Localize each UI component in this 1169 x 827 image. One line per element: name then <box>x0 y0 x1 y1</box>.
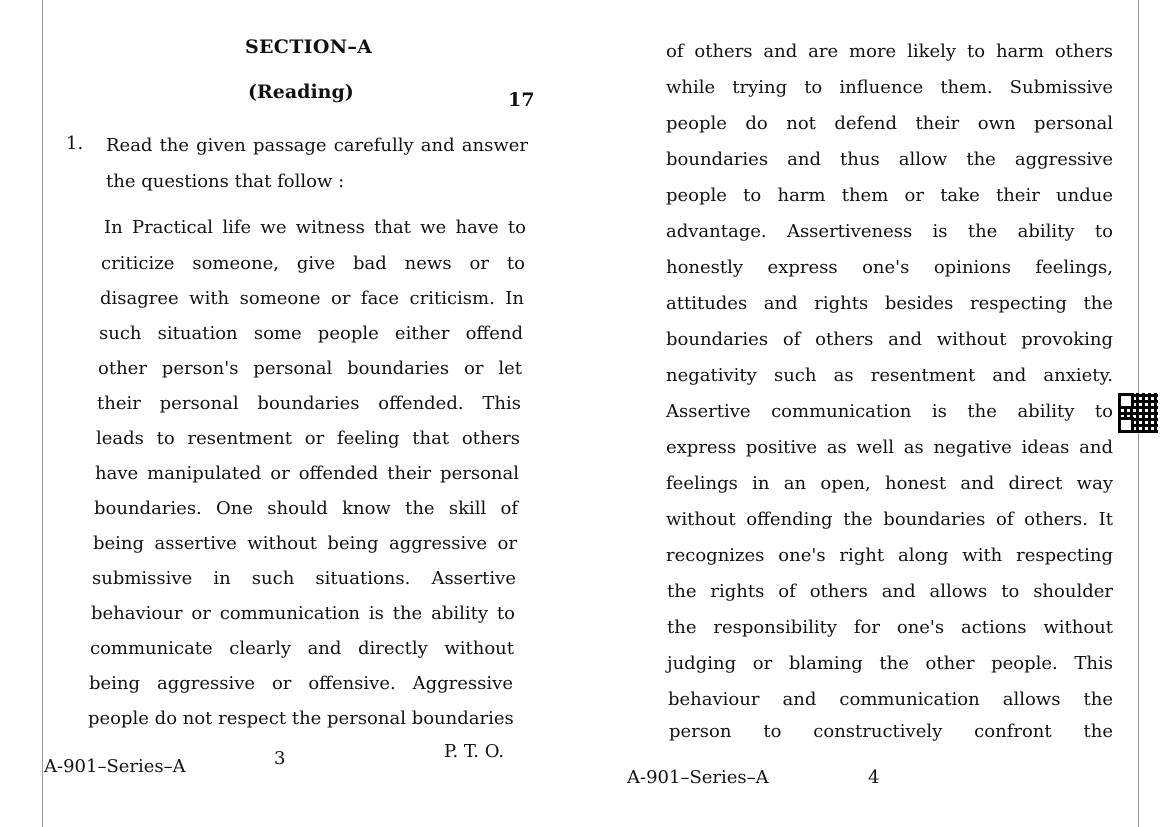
passage-line: people do not respect the personal boundaries <box>88 708 514 729</box>
page-number: 3 <box>274 748 286 769</box>
page-number: 4 <box>868 767 880 788</box>
passage-line: behaviour and communication allows the <box>668 689 1113 710</box>
passage-line: being assertive without being aggressive or <box>93 533 517 554</box>
passage-line: recognizes one's right along with respecting <box>666 545 1113 566</box>
passage-line: such situation some people either offend <box>99 323 523 344</box>
passage-line: disagree with someone or face criticism. In <box>100 288 524 309</box>
passage-line: communicate clearly and directly without <box>90 638 514 659</box>
passage-line: Read the given passage carefully and answer <box>106 135 528 156</box>
passage-line: without offending the boundaries of others. It <box>666 509 1113 530</box>
passage-line: boundaries of others and without provoking <box>666 329 1113 350</box>
right-page <box>590 0 1169 827</box>
passage-line: attitudes and rights besides respecting the <box>666 293 1113 314</box>
question-number: 1. <box>66 133 84 154</box>
passage-line: their personal boundaries offended. This <box>97 393 521 414</box>
passage-line: boundaries and thus allow the aggressive <box>666 149 1113 170</box>
qr-code-icon <box>1118 393 1158 433</box>
passage-line: leads to resentment or feeling that others <box>96 428 520 449</box>
passage-line: In Practical life we witness that we have to <box>104 217 526 238</box>
passage-line: Assertive communication is the ability to <box>666 401 1113 422</box>
passage-line: submissive in such situations. Assertive <box>92 568 516 589</box>
passage-line: express positive as well as negative ideas and <box>666 437 1113 458</box>
passage-line: judging or blaming the other people. This <box>667 653 1113 674</box>
subsection-title: (Reading) <box>248 81 354 103</box>
passage-line: honestly express one's opinions feelings, <box>666 257 1113 278</box>
passage-line: boundaries. One should know the skill of <box>94 498 518 519</box>
passage-line: behaviour or communication is the ability to <box>91 603 515 624</box>
passage-line: the responsibility for one's actions without <box>667 617 1113 638</box>
passage-line: other person's personal boundaries or let <box>98 358 522 379</box>
passage-line: have manipulated or offended their personal <box>95 463 519 484</box>
passage-line: people to harm them or take their undue <box>666 185 1113 206</box>
passage-line: advantage. Assertiveness is the ability to <box>666 221 1113 242</box>
footer-code: A-901–Series–A <box>627 767 769 788</box>
passage-line: people do not defend their own personal <box>666 113 1113 134</box>
passage-line: negativity such as resentment and anxiety. <box>666 365 1113 386</box>
passage-line: criticize someone, give bad news or to <box>101 253 525 274</box>
passage-line: while trying to influence them. Submissive <box>666 77 1113 98</box>
passage-line: the questions that follow : <box>106 171 345 192</box>
passage-line: the rights of others and allows to shoulder <box>667 581 1113 602</box>
passage-line: feelings in an open, honest and direct way <box>666 473 1113 494</box>
passage-line: person to constructively confront the <box>669 721 1113 742</box>
footer-code: A-901–Series–A <box>44 756 186 777</box>
passage-line: being aggressive or offensive. Aggressive <box>89 673 513 694</box>
pto-label: P. T. O. <box>444 741 505 762</box>
marks: 17 <box>508 89 535 111</box>
section-title: SECTION–A <box>245 36 373 58</box>
passage-line: of others and are more likely to harm others <box>666 41 1113 62</box>
